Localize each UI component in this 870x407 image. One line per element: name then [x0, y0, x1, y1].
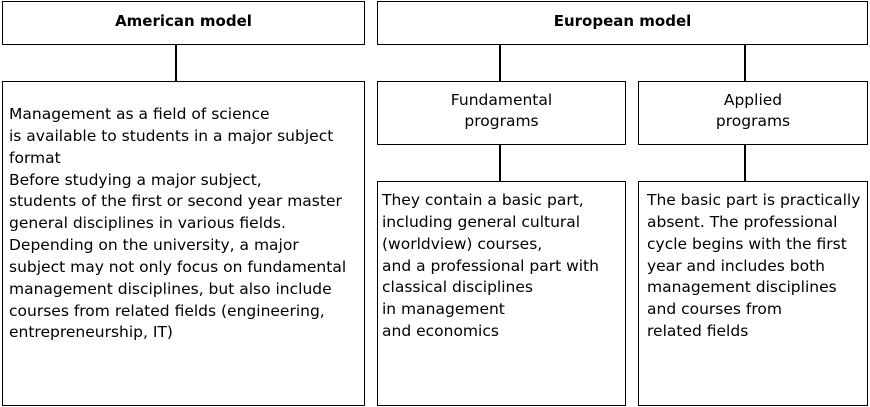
- fundamental-programs-description-box: [377, 181, 626, 406]
- american-model-description-box: [2, 81, 365, 406]
- american-model-description: Management as a field of science is available to students in a major subject format Before studying a major subject, students of the first or second year master general disciplines in various fields. Depending on the university, a major subject may not only focus on fundamental management disciplines, but also include courses from related fields (engineering, entrepreneurship, IT): [9, 105, 347, 342]
- fundamental-programs-description: They contain a basic part, including general cultural (worldview) courses, and a professional part with classical disciplines in management and economics: [382, 191, 599, 341]
- applied-programs-description: The basic part is practically absent. The professional cycle begins with the first year and includes both management disciplines and courses from related fields: [647, 191, 861, 341]
- connector-fundamental-body: [499, 145, 501, 181]
- american-model-header: [2, 1, 365, 45]
- european-model-header: [377, 1, 868, 45]
- fundamental-programs-title-line1: Fundamental: [450, 91, 553, 109]
- connector-applied-body: [744, 145, 746, 181]
- applied-programs-description-box: [638, 181, 868, 406]
- european-model-title: European model: [553, 12, 692, 30]
- american-model-title: American model: [115, 12, 252, 30]
- fundamental-programs-title-line2: programs: [464, 112, 539, 131]
- connector-european-fundamental: [499, 45, 501, 81]
- connector-european-applied: [744, 45, 746, 81]
- connector-american: [175, 45, 177, 81]
- fundamental-programs-header: [377, 81, 626, 145]
- applied-programs-header: [638, 81, 868, 145]
- applied-programs-title-line1: Applied: [723, 91, 783, 109]
- applied-programs-title-line2: programs: [715, 112, 791, 131]
